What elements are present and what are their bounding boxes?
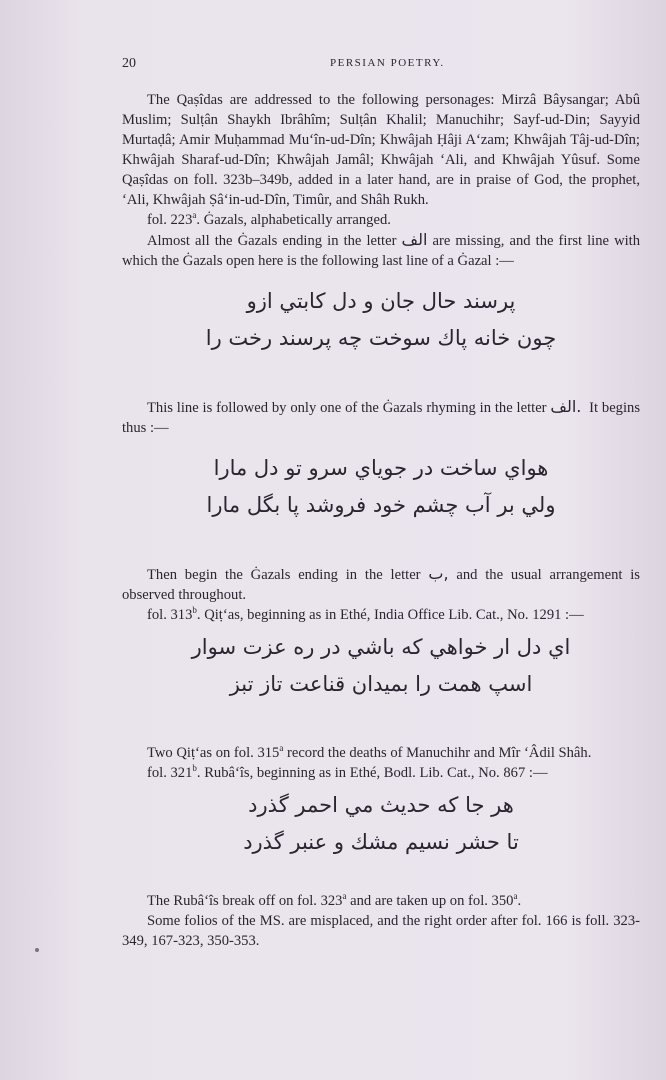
fol-313-entry: fol. 313$^b$. Qiṭ‘as, beginning as in Ethé, India Office Lib. Cat., No. 1291 :— [147,605,584,623]
verse-line: هر جا كه حديث مي احمر گذرد [248,793,514,817]
arabic-letter: الف. [550,397,582,416]
verse-line: اي دل ار خواهي كه باشي در ره عزت سوار [191,635,571,659]
line-follow-paragraph: This line is followed by only one of the Ġazals rhyming in the letter الف. It begins thus :— [122,397,641,436]
arabic-letter: ب, [428,564,449,583]
verse-block-1 [122,283,640,357]
arabic-letter: الف [401,230,428,249]
verse-line: هواي ساخت در جوياي سرو تو دل مارا [213,456,549,480]
qasidas-paragraph: The Qaṣîdas are addressed to the following personages: Mirzâ Bâysangar; Abû Muslim; Sulṭân Shaykh Ibrâhîm; Sulṭân Khalil; Manuchihr; Sayf-ud-Din; Sayyid Murtaḍâ; Amir Muḥammad Mu‘în-ud-Dîn; Khwâjah Ḥâji A‘zam; Khwâjah Tâj-ud-Dîn; Khwâjah Sharaf-ud-Dîn; Khwâjah Jamâl; Khwâjah ‘Ali, and Khwâjah Yûsuf. Some Qaṣîdas on foll. 323b–349b, added in a later hand, are in praise of God, the prophet, ‘Ali, Khwâjah Ṣâ‘in-ud-Dîn, Timûr, and Shâh Rukh. [122,92,640,208]
page-number: 20 [122,56,136,71]
qitas-paragraph: Two Qiṭ‘as on fol. 315$^a$ record the deaths of Manuchihr and Mîr ‘Âdil Shâh. [147,743,592,761]
misplaced-folios-paragraph: Some folios of the MS. are misplaced, and the right order after fol. 166 is foll. 323-349, 167-323, 350-353. [122,913,640,949]
verse-block-3 [122,629,640,703]
verse-line: تا حشر نسيم مشك و عنبر گذرد [243,830,519,854]
rubais-paragraph: The Rubâ‘îs break off on fol. 323$^a$ and are taken up on fol. 350$^a$. [147,891,522,909]
fol-321-entry: fol. 321$^b$. Rubâ‘îs, beginning as in Ethé, Bodl. Lib. Cat., No. 867 :— [147,763,548,781]
verse-line: ولي بر آب چشم خود فروشد پا بگل مارا [206,493,556,517]
page-header [122,56,542,74]
fol-223-entry: fol. 223$^a$. Ġazals, alphabetically arranged. [147,210,391,228]
verse-block-4 [122,787,640,861]
verse-block-2 [122,450,640,524]
ink-mark [35,948,39,952]
running-title: PERSIAN POETRY. [330,57,445,69]
page-body [122,90,640,951]
verse-line: چون خانه پاك سوخت چه پرسند رخت را [205,326,557,350]
ghazals-begin-paragraph: Then begin the Ġazals ending in the letter ب, and the usual arrangement is observed throughout. [122,564,640,603]
ghazals-paragraph: Almost all the Ġazals ending in the letter الف are missing, and the first line with which the Ġazals open here is the following last line of a Ġazal :— [122,230,641,269]
verse-line: اسپ همت را بميدان قناعت تاز تبز [229,672,533,696]
verse-line: پرسند حال جان و دل کابتي ازو [246,289,516,313]
